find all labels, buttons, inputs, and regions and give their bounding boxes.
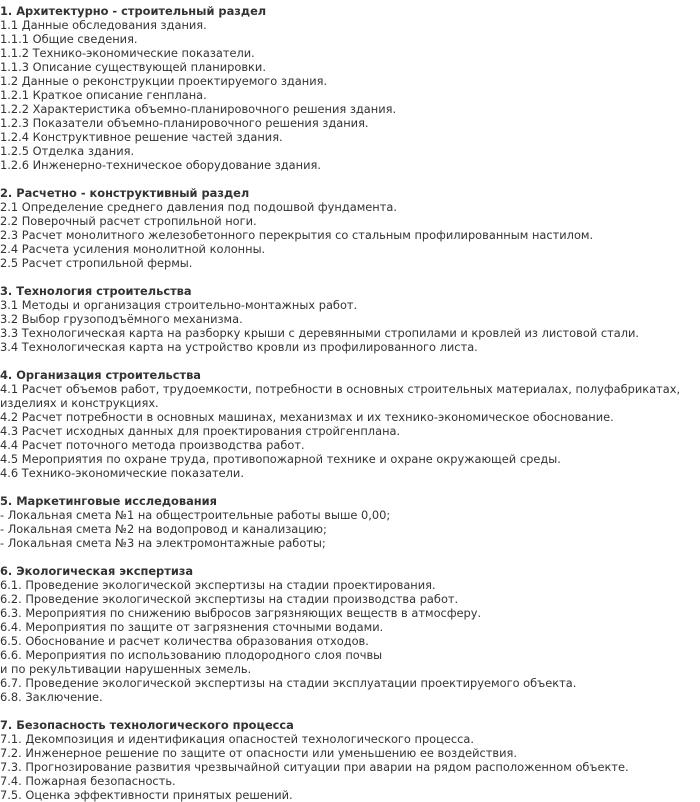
section-item: 4.3 Расчет исходных данных для проектирования стройгенплана. <box>0 424 401 438</box>
section-item: - Локальная смета №2 на водопровод и канализацию; <box>0 522 327 536</box>
section-item: 6.2. Проведение экологической экспертизы на стадии производства работ. <box>0 592 459 606</box>
section-heading: 2. Расчетно - конструктивный раздел <box>0 186 250 200</box>
section-item: 6.1. Проведение экологической экспертизы на стадии проектирования. <box>0 578 436 592</box>
section-item: 1.1.2 Технико-экономические показатели. <box>0 46 255 60</box>
section-heading: 6. Экологическая экспертиза <box>0 564 194 578</box>
section-item: 2.5 Расчет стропильной фермы. <box>0 256 193 270</box>
section-item: 1.2.5 Отделка здания. <box>0 144 135 158</box>
section-7 <box>0 718 700 802</box>
section-item: 1.2.2 Характеристика объемно-планировочного решения здания. <box>0 102 397 116</box>
section-heading: 5. Маркетинговые исследования <box>0 494 217 508</box>
section-item: 4.6 Технико-экономические показатели. <box>0 466 244 480</box>
section-item: - Локальная смета №1 на общестроительные работы выше 0,00; <box>0 508 391 522</box>
section-item: и по рекультивации нарушенных земель. <box>0 662 252 676</box>
section-item: 1.2.6 Инженерно-техническое оборудование здания. <box>0 158 321 172</box>
section-item: 1.2 Данные о реконструкции проектируемого здания. <box>0 74 328 88</box>
section-item: 6.7. Проведение экологической экспертизы на стадии эксплуатации проектируемого объекта. <box>0 676 577 690</box>
section-item: 1.1.1 Общие сведения. <box>0 32 138 46</box>
section-item: 7.2. Инженерное решение по защите от опасности или уменьшению ее воздействия. <box>0 746 518 760</box>
section-item: 2.1 Определение среднего давления под подошвой фундамента. <box>0 200 397 214</box>
section-item: 1.2.4 Конструктивное решение частей здания. <box>0 130 283 144</box>
section-item: 7.3. Прогнозирование развития чрезвычайной ситуации при аварии на рядом расположенном объекте. <box>0 760 629 774</box>
section-heading: 3. Технология строительства <box>0 284 192 298</box>
section-3 <box>0 284 700 354</box>
section-item: 7.4. Пожарная безопасность. <box>0 774 176 788</box>
section-item: 4.2 Расчет потребности в основных машинах, механизмах и их технико-экономическое обоснование. <box>0 410 614 424</box>
section-item: 2.4 Расчета усиления монолитной колонны. <box>0 242 266 256</box>
section-item: 3.2 Выбор грузоподъёмного механизма. <box>0 312 243 326</box>
section-item: 4.1 Расчет объемов работ, трудоемкости, потребности в основных строительных материалах, полуфабрикатах, изделиях и конструкциях. <box>0 382 681 410</box>
section-1 <box>0 4 700 172</box>
section-5 <box>0 494 700 550</box>
section-heading: 7. Безопасность технологического процесса <box>0 718 294 732</box>
section-item: 6.6. Мероприятия по использованию плодородного слоя почвы <box>0 648 383 662</box>
section-heading: 4. Организация строительства <box>0 368 201 382</box>
section-item: 6.3. Мероприятия по снижению выбросов загрязняющих веществ в атмосферу. <box>0 606 482 620</box>
section-item: 7.5. Оценка эффективности принятых решений. <box>0 788 293 802</box>
section-item: 1.2.1 Краткое описание генплана. <box>0 88 207 102</box>
section-6 <box>0 564 700 704</box>
section-item: 1.1.3 Описание существующей планировки. <box>0 60 266 74</box>
section-item: 6.5. Обоснование и расчет количества образования отходов. <box>0 634 369 648</box>
section-item: 6.8. Заключение. <box>0 690 103 704</box>
section-item: 3.3 Технологическая карта на разборку крыши с деревянными стропилами и кровлей из листовой стали. <box>0 326 640 340</box>
section-item: 1.2.3 Показатели объемно-планировочного решения здания. <box>0 116 369 130</box>
section-item: 6.4. Мероприятия по защите от загрязнения сточными водами. <box>0 620 384 634</box>
section-item: 4.4 Расчет поточного метода производства работ. <box>0 438 305 452</box>
section-item: 1.1 Данные обследования здания. <box>0 18 207 32</box>
section-2 <box>0 186 700 270</box>
section-4 <box>0 368 700 480</box>
section-item: 3.4 Технологическая карта на устройство кровли из профилированного листа. <box>0 340 478 354</box>
section-item: 2.3 Расчет монолитного железобетонного перекрытия со стальным профилированным настилом. <box>0 228 594 242</box>
section-heading: 1. Архитектурно - строительный раздел <box>0 4 267 18</box>
section-item: 2.2 Поверочный расчет стропильной ноги. <box>0 214 257 228</box>
section-item: 4.5 Мероприятия по охране труда, противопожарной технике и охране окружающей среды. <box>0 452 561 466</box>
section-item: 3.1 Методы и организация строительно-монтажных работ. <box>0 298 358 312</box>
section-item: - Локальная смета №3 на электромонтажные работы; <box>0 536 326 550</box>
section-item: 7.1. Декомпозиция и идентификация опасностей технологического процесса. <box>0 732 475 746</box>
